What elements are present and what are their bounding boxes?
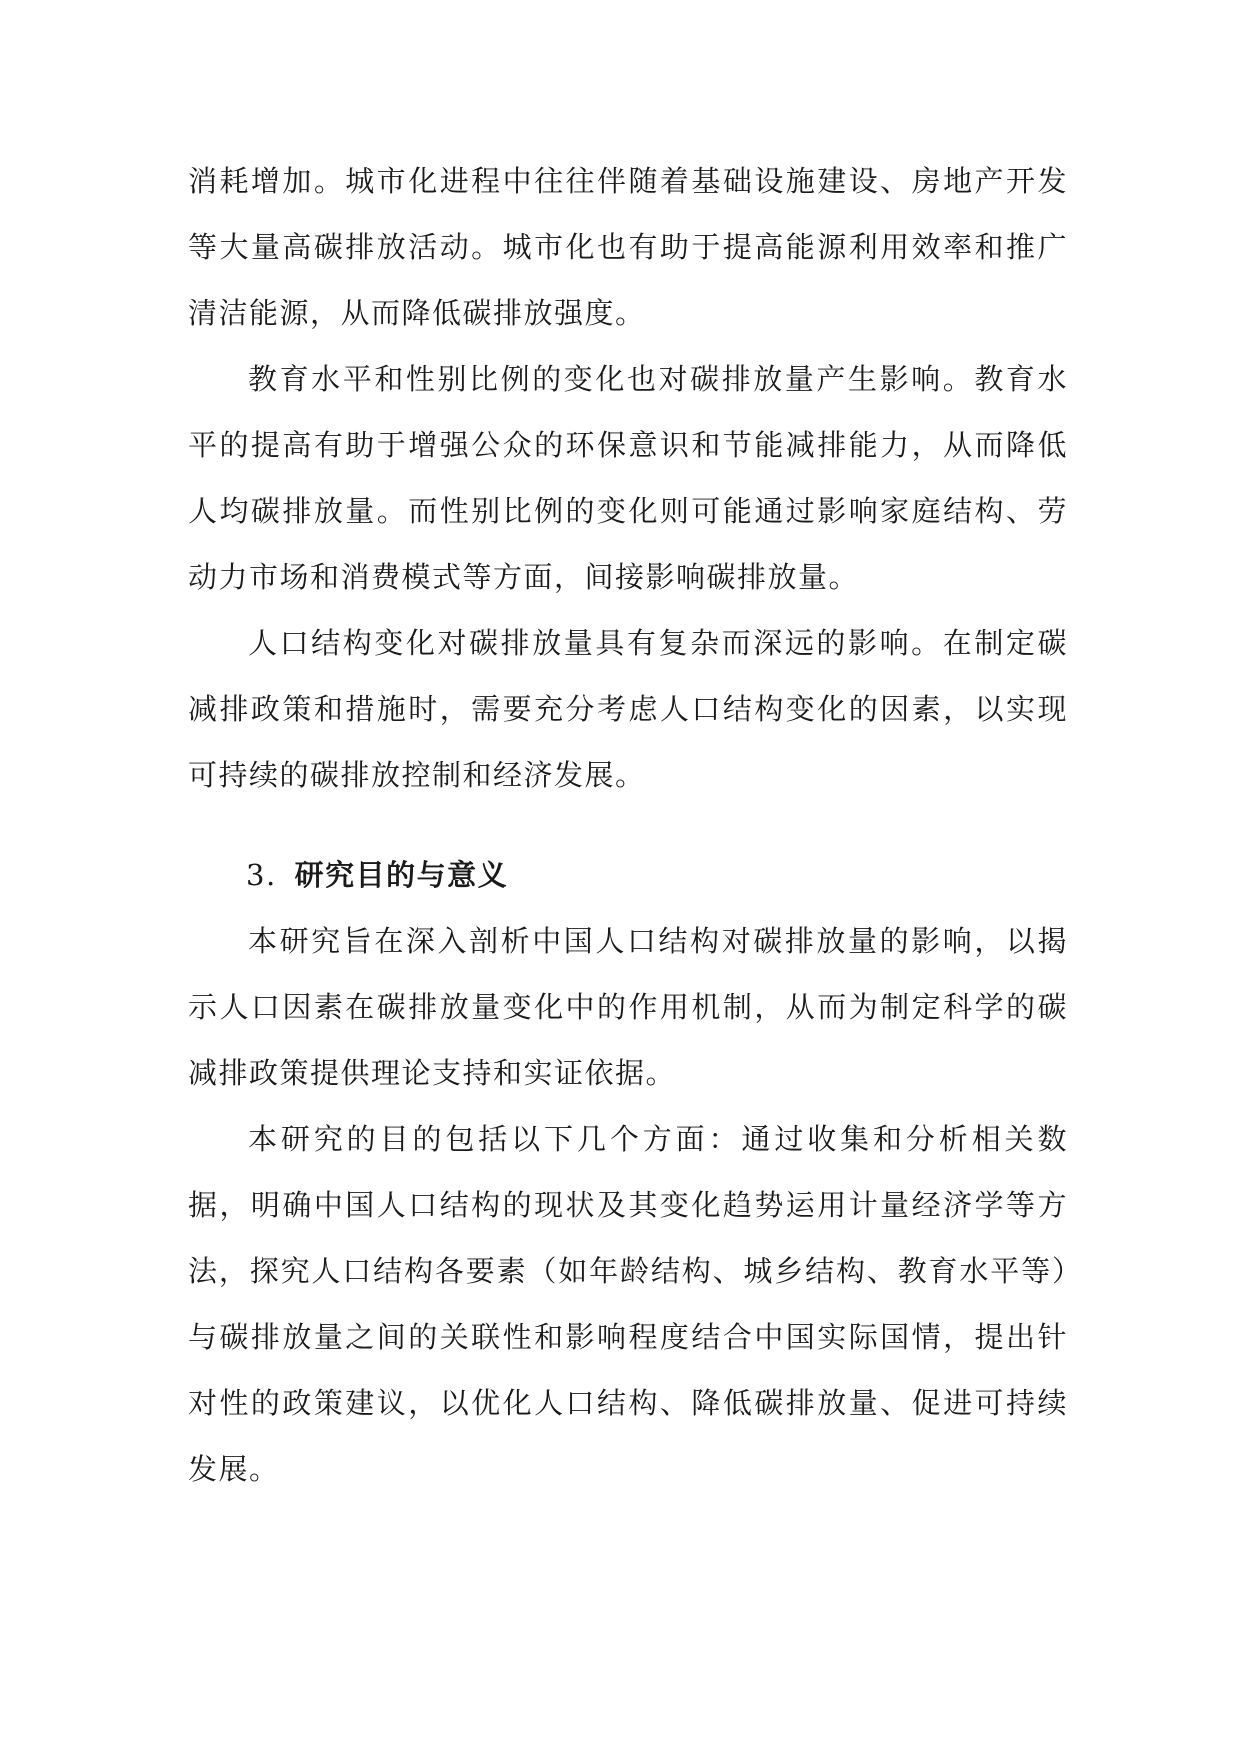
document-body (188, 148, 1068, 1502)
section-number: 3. (246, 858, 277, 892)
section-title: 研究目的与意义 (294, 858, 509, 892)
paragraph-research-objectives: 本研究的目的包括以下几个方面：通过收集和分析相关数据，明确中国人口结构的现状及其变化趋势运用计量经济学等方法，探究人口结构各要素（如年龄结构、城乡结构、教育水平等）与碳排放量之间的关联性和影响程度结合中国实际国情，提出针对性的政策建议，以优化人口结构、降低碳排放量、促进可持续发展。 (188, 1122, 1068, 1486)
paragraph-education-gender: 教育水平和性别比例的变化也对碳排放量产生影响。教育水平的提高有助于增强公众的环保意识和节能减排能力，从而降低人均碳排放量。而性别比例的变化则可能通过影响家庭结构、劳动力市场和消费模式等方面，间接影响碳排放量。 (188, 362, 1068, 594)
section-heading (188, 842, 1068, 908)
paragraph-summary: 人口结构变化对碳排放量具有复杂而深远的影响。在制定碳减排政策和措施时，需要充分考虑人口结构变化的因素，以实现可持续的碳排放控制和经济发展。 (188, 626, 1068, 792)
paragraph-urbanization: 消耗增加。城市化进程中往往伴随着基础设施建设、房地产开发等大量高碳排放活动。城市化也有助于提高能源利用效率和推广清洁能源，从而降低碳排放强度。 (188, 164, 1068, 330)
paragraph-research-aim: 本研究旨在深入剖析中国人口结构对碳排放量的影响，以揭示人口因素在碳排放量变化中的作用机制，从而为制定科学的碳减排政策提供理论支持和实证依据。 (188, 924, 1068, 1090)
